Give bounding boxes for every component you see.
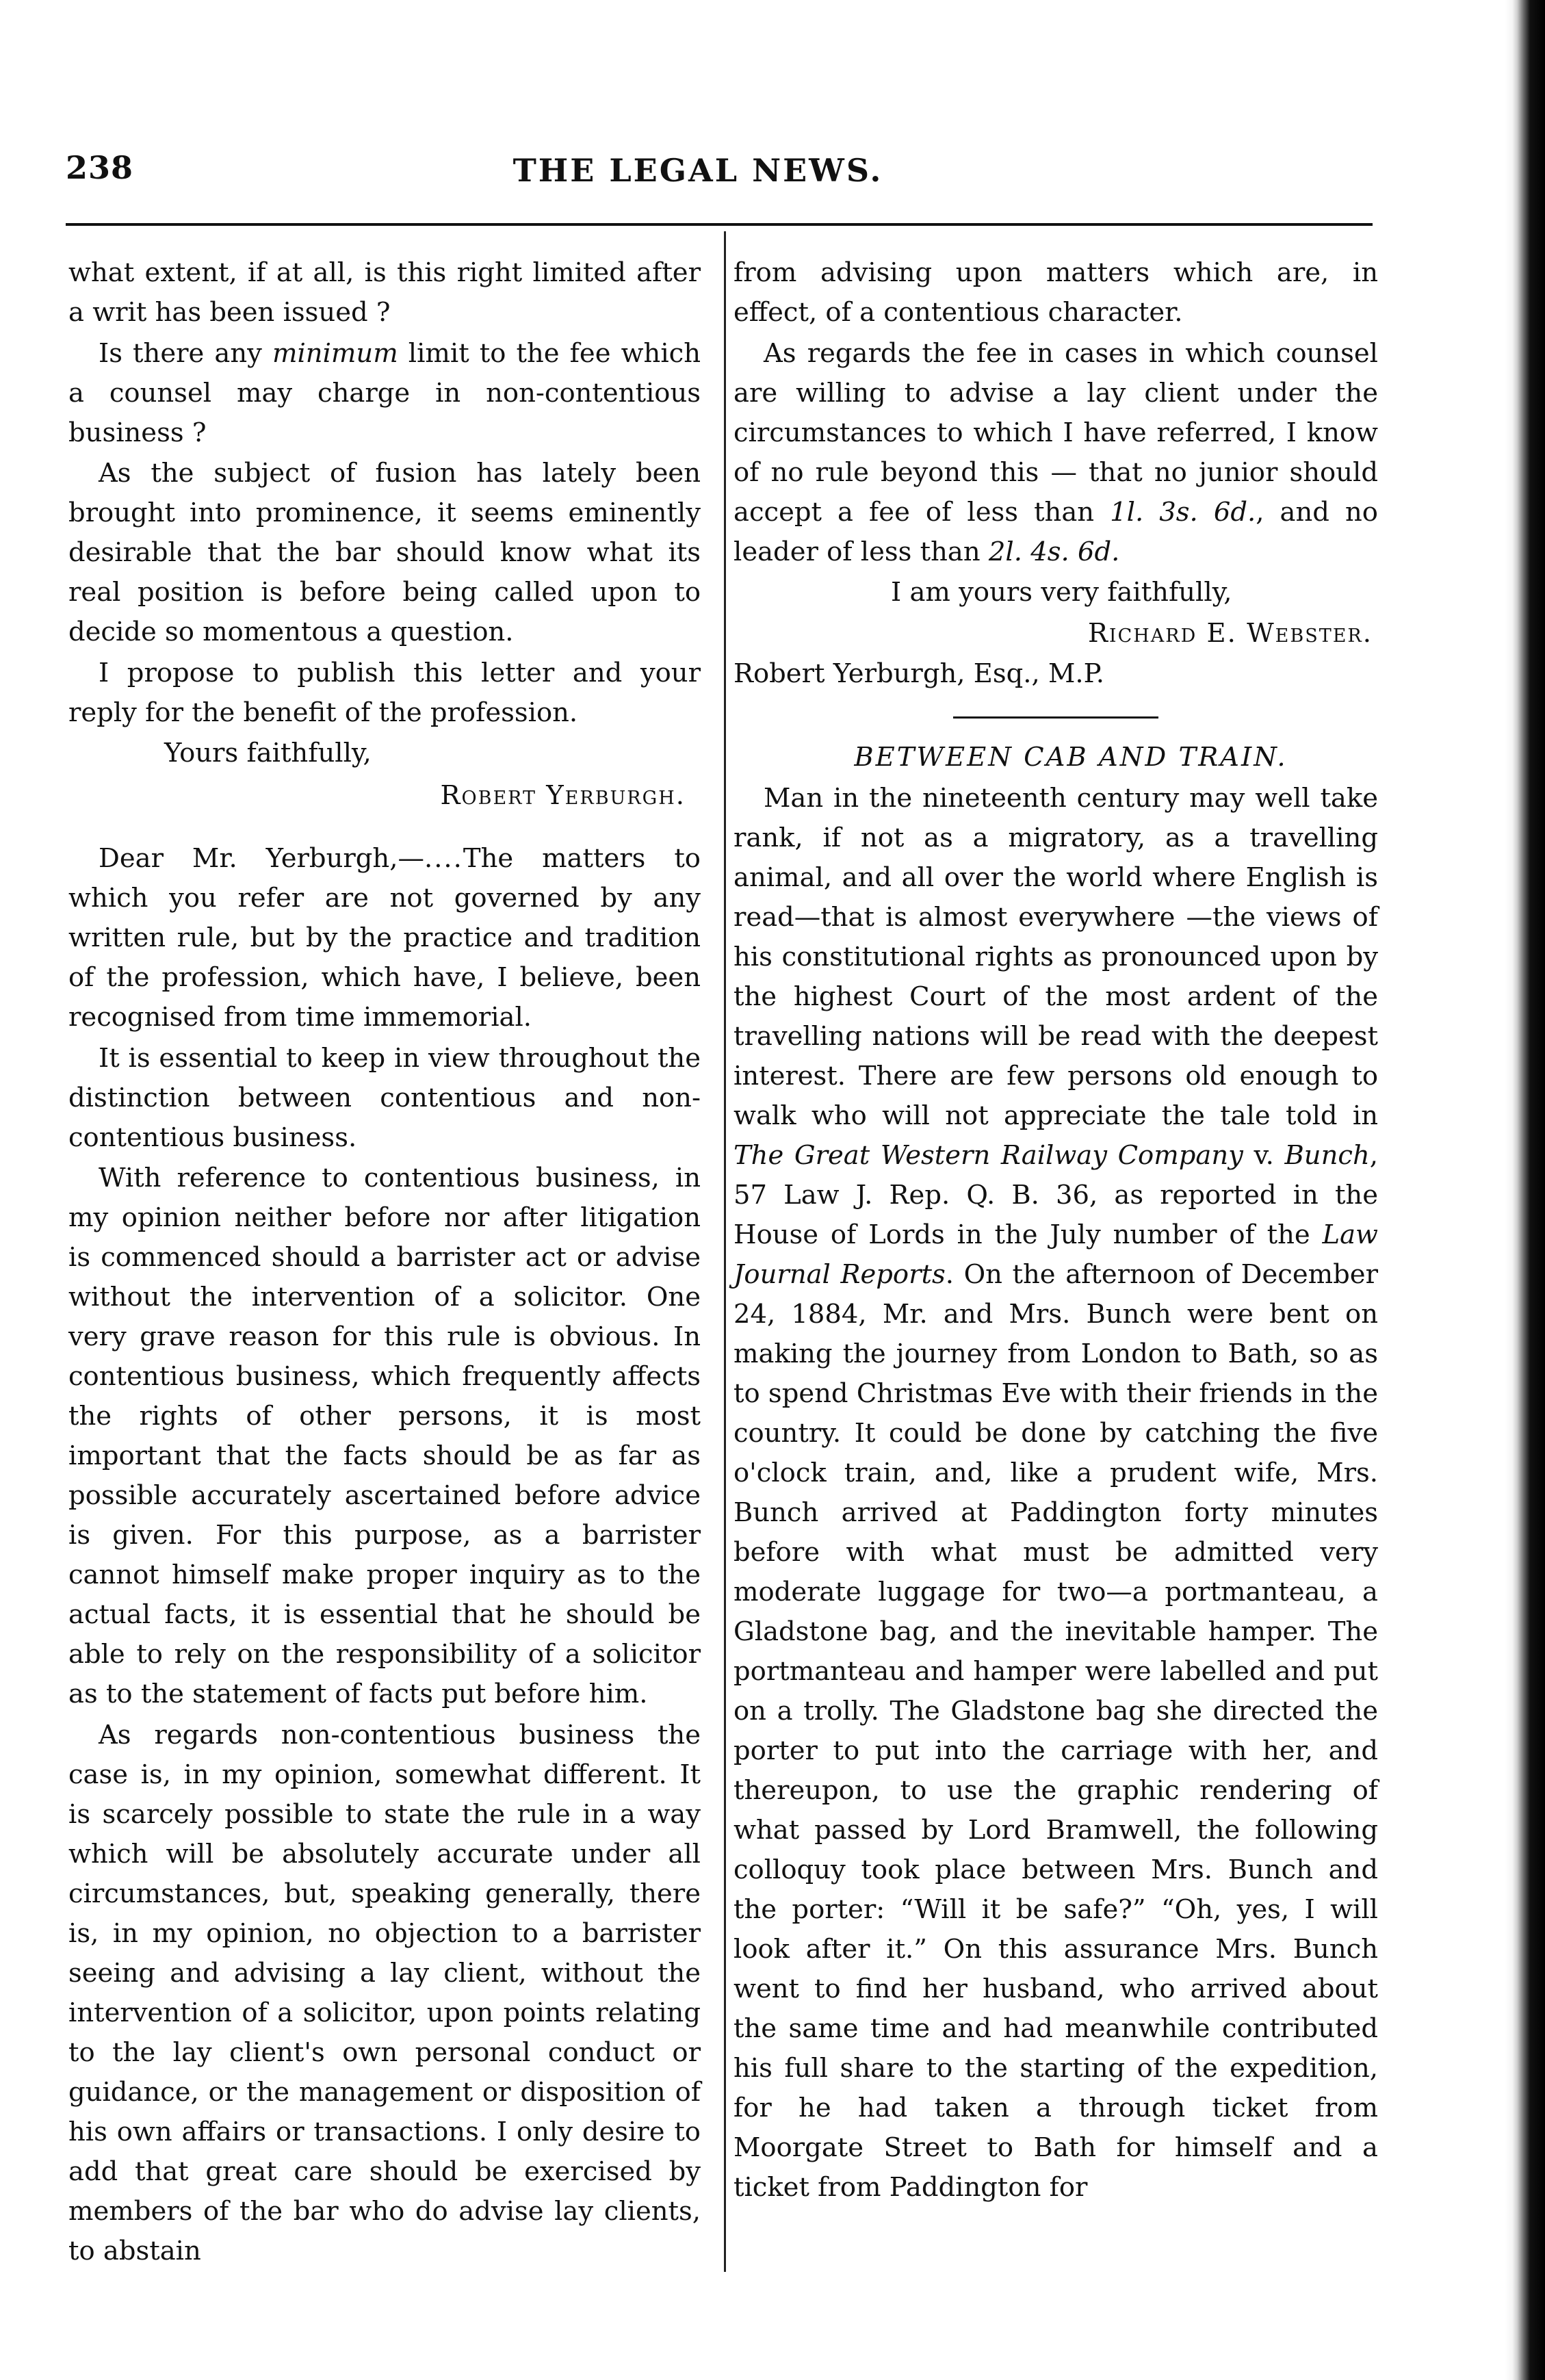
page-number: 238 — [66, 149, 134, 186]
letter-closing: Yours faithfully, — [164, 738, 372, 768]
paragraph: Dear Mr. Yerburgh,—....The matters to which you refer are not governed by any written rule, but by the practice and tradition of the profession, which have, I believe, been recognised from time immemorial. — [68, 843, 701, 1033]
letter-signature: Robert Yerburgh. — [440, 780, 686, 811]
paragraph: Is there any minimum limit to the fee which a counsel may charge in non-contentious business ? — [68, 337, 701, 448]
section-divider — [953, 716, 1158, 719]
paragraph: As regards non-contentious business the case is, in my opinion, somewhat different. It is scarcely possible to state the rule in a way which will be absolutely accurate under all circumstances, but, speaking generally, there is, in my opinion, no objection to a barrister seeing and advising a lay client, without the intervention of a solicitor, upon points relating to the lay client's own personal conduct or guidance, or the management or disposition of his own affairs or transactions. I only desire to add that great care should be exercised by members of the bar who do advise lay clients, to abstain — [68, 1719, 701, 2266]
paragraph: I propose to publish this letter and your reply for the benefit of the profession. — [68, 657, 701, 728]
left-column — [68, 253, 701, 2272]
running-title: THE LEGAL NEWS. — [512, 152, 883, 189]
paragraph: As regards the fee in cases in which counsel are willing to advise a lay client under the circumstances to which I have referred, I know of no rule beyond this — that no junior should accept a fee of less than 1l. 3s. 6d., and no leader of less than 2l. 4s. 6d. — [733, 337, 1378, 567]
paragraph: As the subject of fusion has lately been brought into prominence, it seems eminently desirable that the bar should know what its real position is before being called upon to decide so momentous a question. — [68, 458, 701, 647]
paragraph: what extent, if at all, is this right limited after a writ has been issued ? — [68, 257, 701, 328]
paragraph: With reference to contentious business, in my opinion neither before nor after litigation is commenced should a barrister act or advise without the intervention of a solicitor. One very grave reason for this rule is obvious. In contentious business, which frequently affects the rights of other persons, it is most important that the facts should be as far as possible accurately ascertained before advice is given. For this purpose, as a barrister cannot himself make proper inquiry as to the actual facts, it is essential that he should be able to rely on the responsibility of a solicitor as to the statement of facts put before him. — [68, 1163, 701, 1709]
letter-addressee: Robert Yerburgh, Esq., M.P. — [733, 658, 1104, 689]
paragraph: from advising upon matters which are, in effect, of a contentious character. — [733, 257, 1378, 328]
header-rule — [66, 223, 1373, 226]
paragraph: It is essential to keep in view throughout the distinction between contentious and non-contentious business. — [68, 1042, 701, 1153]
paragraph: Man in the nineteenth century may well take rank, if not as a migratory, as a travelling animal, and all over the world where English is read—that is almost everywhere —the views of his constitutional rights as pronounced upon by the highest Court of the most ardent of the travelling nations will be read with the deepest interest. There are few persons old enough to walk who will not appreciate the tale told in The Great Western Railway Company v. Bunch, 57 Law J. Rep. Q. B. 36, as reported in the House of Lords in the July number of the Law Journal Reports. On the afternoon of December 24, 1884, Mr. and Mrs. Bunch were bent on making the journey from London to Bath, so as to spend Christmas Eve with their friends in the country. It could be done by catching the five o'clock train, and, like a prudent wife, Mrs. Bunch arrived at Paddington forty minutes before with what must be admitted very moderate luggage for two—a portmanteau, a Gladstone bag, and the inevitable hamper. The portmanteau and hamper were labelled and put on a trolly. The Gladstone bag she directed the porter to put into the carriage with her, and thereupon, to use the graphic rendering of what passed by Lord Bramwell, the following colloquy took place between Mrs. Bunch and the porter: “Will it be safe?” “Oh, yes, I will look after it.” On this assurance Mrs. Bunch went to find her husband, who arrived about the same time and had meanwhile contributed his full share to the starting of the expedition, for he had taken a through ticket from Moorgate Street to Bath for himself and a ticket from Paddington for — [733, 782, 1379, 2203]
right-column — [733, 253, 1378, 2208]
letter-signature: Richard E. Webster. — [1087, 617, 1373, 649]
article-title: BETWEEN CAB AND TRAIN. — [854, 742, 1288, 773]
letter-closing: I am yours very faithfully, — [891, 577, 1232, 608]
column-divider — [724, 231, 726, 2272]
page-edge-shadow — [1505, 0, 1545, 2380]
